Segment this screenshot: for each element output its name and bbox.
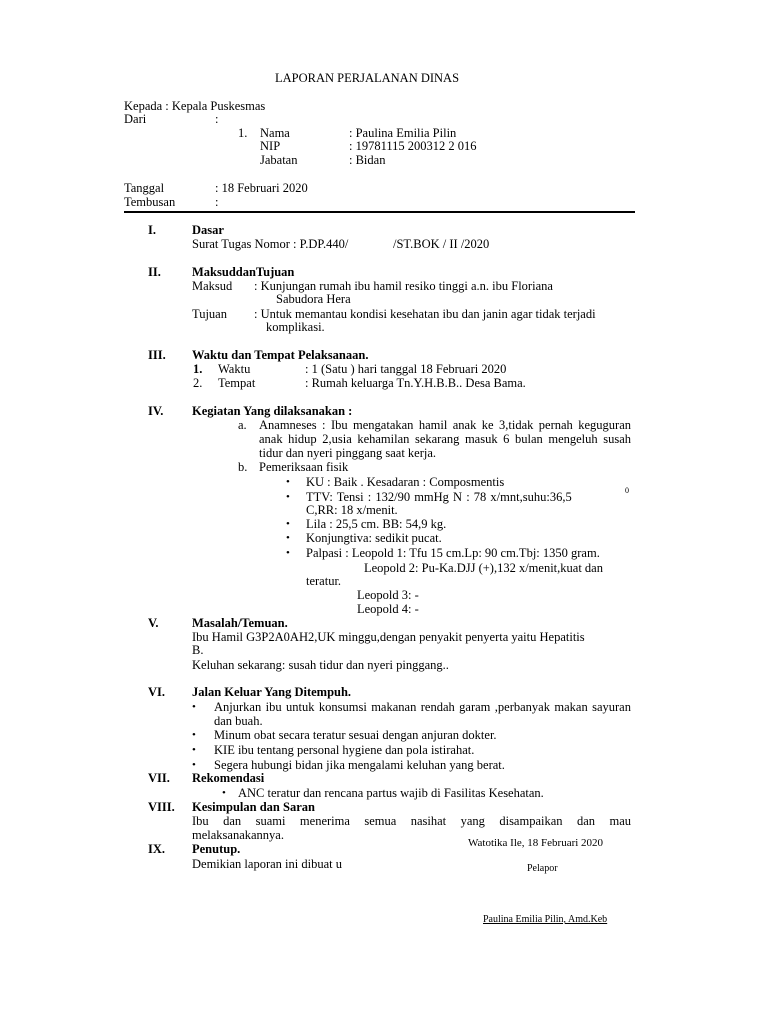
bullet-icon: •	[286, 547, 290, 559]
palpasi-cont: teratur.	[306, 574, 342, 588]
jalan-keluar-item: KIE ibu tentang personal hygiene dan pola istirahat.	[214, 743, 475, 757]
jabatan-label: Jabatan	[260, 153, 298, 167]
signature-role: Pelapor	[527, 863, 558, 874]
section-number: I.	[148, 223, 156, 237]
tempat-label: Tempat	[218, 376, 256, 390]
section-number: VI.	[148, 685, 166, 699]
bullet-icon: •	[286, 518, 290, 530]
degree-superscript: 0	[625, 486, 629, 495]
bullet-icon: •	[286, 476, 290, 488]
dari-colon: :	[215, 112, 219, 126]
list-marker-a: a.	[238, 418, 247, 432]
masalah-line-1: Ibu Hamil G3P2A0AH2,UK minggu,dengan penyakit penyerta yaitu Hepatitis	[192, 630, 585, 644]
bullet-icon: •	[192, 729, 196, 741]
sender-number: 1.	[238, 126, 248, 140]
section-title-waktu-tempat: Waktu dan Tempat Pelaksanaan.	[192, 348, 369, 362]
header-divider	[124, 211, 635, 213]
section-title-jalan-keluar: Jalan Keluar Yang Ditempuh.	[192, 685, 352, 699]
bullet-icon: •	[222, 787, 226, 799]
signature-place-date: Watotika Ile, 18 Februari 2020	[468, 837, 604, 849]
section-number: IV.	[148, 404, 164, 418]
tujuan-label: Tujuan	[192, 307, 227, 321]
tanggal-label: Tanggal	[124, 181, 165, 195]
masalah-line-2: B.	[192, 643, 204, 657]
bullet-icon: •	[286, 491, 290, 503]
section-title-penutup: Penutup.	[192, 842, 241, 856]
jalan-keluar-item: Anjurkan ibu untuk konsumsi makanan rendah garam ,perbanyak makan sayuran dan buah.	[214, 700, 631, 728]
rekomendasi-item: ANC teratur dan rencana partus wajib di Fasilitas Kesehatan.	[238, 786, 544, 800]
ttv-item: TTV: Tensi : 132/90 mmHg N : 78 x/mnt,suhu:36,5	[306, 490, 572, 504]
jalan-keluar-item: Minum obat secara teratur sesuai dengan anjuran dokter.	[214, 728, 497, 742]
maksud-text-cont: Sabudora Hera	[276, 292, 351, 306]
section-number: V.	[148, 616, 159, 630]
list-number: 2.	[193, 376, 203, 390]
keluhan-line: Keluhan sekarang: susah tidur dan nyeri pinggang..	[192, 658, 449, 672]
nama-label: Nama	[260, 126, 290, 140]
nip-label: NIP	[260, 139, 281, 153]
bullet-icon: •	[286, 532, 290, 544]
waktu-label: Waktu	[218, 362, 251, 376]
tempat-value: : Rumah keluarga Tn.Y.H.B.B.. Desa Bama.	[305, 376, 526, 390]
kesimpulan-paragraph: Ibu dan suami menerima semua nasihat yang disampaikan dan mau melaksanakannya.	[192, 814, 631, 842]
document-title: LAPORAN PERJALANAN DINAS	[275, 71, 460, 85]
section-title-dasar: Dasar	[192, 223, 224, 237]
kepada-line: Kepada : Kepala Puskesmas	[124, 99, 266, 113]
lila-item: Lila : 25,5 cm. BB: 54,9 kg.	[306, 517, 447, 531]
tembusan-colon: :	[215, 195, 219, 209]
waktu-value: : 1 (Satu ) hari tanggal 18 Februari 2020	[305, 362, 507, 376]
bullet-icon: •	[192, 744, 196, 756]
section-number: VII.	[148, 771, 170, 785]
leopold-3: Leopold 3: -	[357, 588, 419, 602]
bullet-icon: •	[192, 701, 196, 713]
dari-label: Dari	[124, 112, 147, 126]
ku-item: KU : Baik . Kesadaran : Composmentis	[306, 475, 505, 489]
tanggal-value: : 18 Februari 2020	[215, 181, 308, 195]
jabatan-value: : Bidan	[349, 153, 386, 167]
tembusan-label: Tembusan	[124, 195, 176, 209]
nip-value: : 19781115 200312 2 016	[349, 139, 477, 153]
palpasi-item: Palpasi : Leopold 1: Tfu 15 cm.Lp: 90 cm.Tbj: 1350 gram.	[306, 546, 600, 560]
list-marker-b: b.	[238, 460, 248, 474]
section-number: VIII.	[148, 800, 175, 814]
bullet-icon: •	[192, 759, 196, 771]
anamneses-paragraph: Anamneses : Ibu mengatakan hamil anak ke 3,tidak pernah keguguran anak hidup 2,usia kehamilan sekarang masuk 6 bulan mengeluh susah tidur dan nyeri pinggang saat kerja.	[259, 418, 631, 460]
leopold-2: Leopold 2: Pu-Ka.DJJ (+),132 x/menit,kuat dan	[364, 561, 603, 575]
penutup-text: Demikian laporan ini dibuat u	[192, 857, 342, 871]
pemeriksaan-label: Pemeriksaan fisik	[259, 460, 349, 474]
maksud-label: Maksud	[192, 279, 233, 293]
maksud-text: : Kunjungan rumah ibu hamil resiko tinggi a.n. ibu Floriana	[254, 279, 553, 293]
ttv-item-cont: C,RR: 18 x/menit.	[306, 503, 398, 517]
leopold-4: Leopold 4: -	[357, 602, 419, 616]
konjungtiva-item: Konjungtiva: sedikit pucat.	[306, 531, 442, 545]
list-number: 1.	[193, 362, 203, 376]
section-title-kesimpulan: Kesimpulan dan Saran	[192, 800, 315, 814]
dasar-text-b: /ST.BOK / II /2020	[393, 237, 490, 251]
tujuan-text: : Untuk memantau kondisi kesehatan ibu dan janin agar tidak terjadi	[254, 307, 596, 321]
section-title-maksud-tujuan: MaksuddanTujuan	[192, 265, 295, 279]
section-title-rekomendasi: Rekomendasi	[192, 771, 265, 785]
tujuan-text-cont: komplikasi.	[266, 320, 325, 334]
section-number: II.	[148, 265, 161, 279]
jalan-keluar-item: Segera hubungi bidan jika mengalami keluhan yang berat.	[214, 758, 505, 772]
nama-value: : Paulina Emilia Pilin	[349, 126, 457, 140]
section-title-kegiatan: Kegiatan Yang dilaksanakan :	[192, 404, 353, 418]
section-number: III.	[148, 348, 166, 362]
section-number: IX.	[148, 842, 166, 856]
signature-name: Paulina Emilia Pilin, Amd.Keb	[483, 914, 608, 925]
dasar-text-a: Surat Tugas Nomor : P.DP.440/	[192, 237, 349, 251]
section-title-masalah: Masalah/Temuan.	[192, 616, 288, 630]
